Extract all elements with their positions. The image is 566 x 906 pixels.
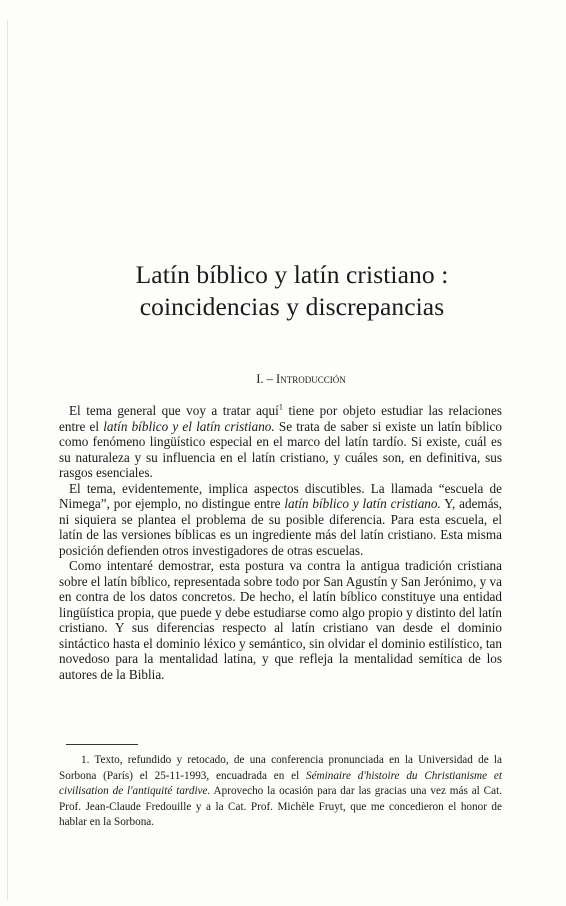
title-line-2: coincidencias y discrepancias: [139, 292, 445, 321]
title-line-1: Latín bíblico y latín cristiano :: [135, 260, 449, 289]
text-segment: Y, además, ni siquiera se plantea el problema de su posible diferencia. Para esta escuela, el latín de las versiones bíblicas es un ingrediente más del latín cristiano. Esta misma posición defienden otros investigadores de otras escuelas.: [59, 496, 502, 558]
text-segment: tiene por objeto estudiar las relaciones entre el: [59, 403, 502, 434]
page-edge: [7, 20, 8, 900]
italic-text: latín bíblico y el latín cristiano.: [103, 418, 275, 434]
text-segment: El tema, evidentemente, implica aspectos discutibles. La llamada “escuela de Nimega”, por ejemplo, no distingue entre: [59, 480, 502, 511]
paragraph: [59, 558, 502, 682]
text-segment: 1. Texto, refundido y retocado, de una conferencia pronunciada en la Universidad de la Sorbona (París) el 25-11-1993, encuadrada en el: [59, 754, 502, 782]
body-text: [59, 403, 502, 682]
italic-text: latín bíblico y latín cristiano.: [284, 496, 441, 511]
footnote-ref: 1: [278, 401, 284, 412]
footnote-rule: [66, 744, 138, 745]
footnote-text: [59, 753, 502, 831]
footnote: [59, 753, 502, 831]
article-title: [0, 259, 566, 323]
text-segment: Aprovecho la ocasión para dar las gracias una vez más al Cat. Prof. Jean-Claude Fredouille y a la Cat. Prof. Michèle Fruyt, que me concedieron el honor de hablar en la Sorbona.: [59, 785, 502, 829]
text-segment: Se trata de saber si existe un latín bíblico como fenómeno lingüístico especial en el marco del latín tardío. Si existe, cuál es su naturaleza y su influencia en el latín cristiano, y cuáles son, en definitiva, sus rasgos esenciales.: [59, 418, 502, 480]
text-segment: El tema general que voy a tratar aquí: [69, 403, 279, 418]
section-heading: I. – Introducción: [256, 372, 346, 386]
italic-text: Séminaire d'histoire du Christianisme et civilisation de l'antiquité tardive.: [59, 769, 502, 798]
paragraph: [59, 403, 502, 481]
text-segment: Como intentaré demostrar, esta postura va contra la antigua tradición cristiana sobre el latín bíblico, representada sobre todo por San Agustín y San Jerónimo, y va en contra de los datos concretos. De hecho, el latín bíblico constituye una entidad lingüística propia, que puede y debe estudiarse como algo propio y distinto del latín cristiano. Y sus diferencias respecto al latín cristiano van desde el dominio sintáctico hasta el dominio léxico y semántico, sin olvidar el dominio estilístico, tan novedoso para la mentalidad latina, y que refleja la mentalidad semítica de los autores de la Biblia.: [59, 558, 502, 682]
paragraph: [59, 481, 502, 559]
